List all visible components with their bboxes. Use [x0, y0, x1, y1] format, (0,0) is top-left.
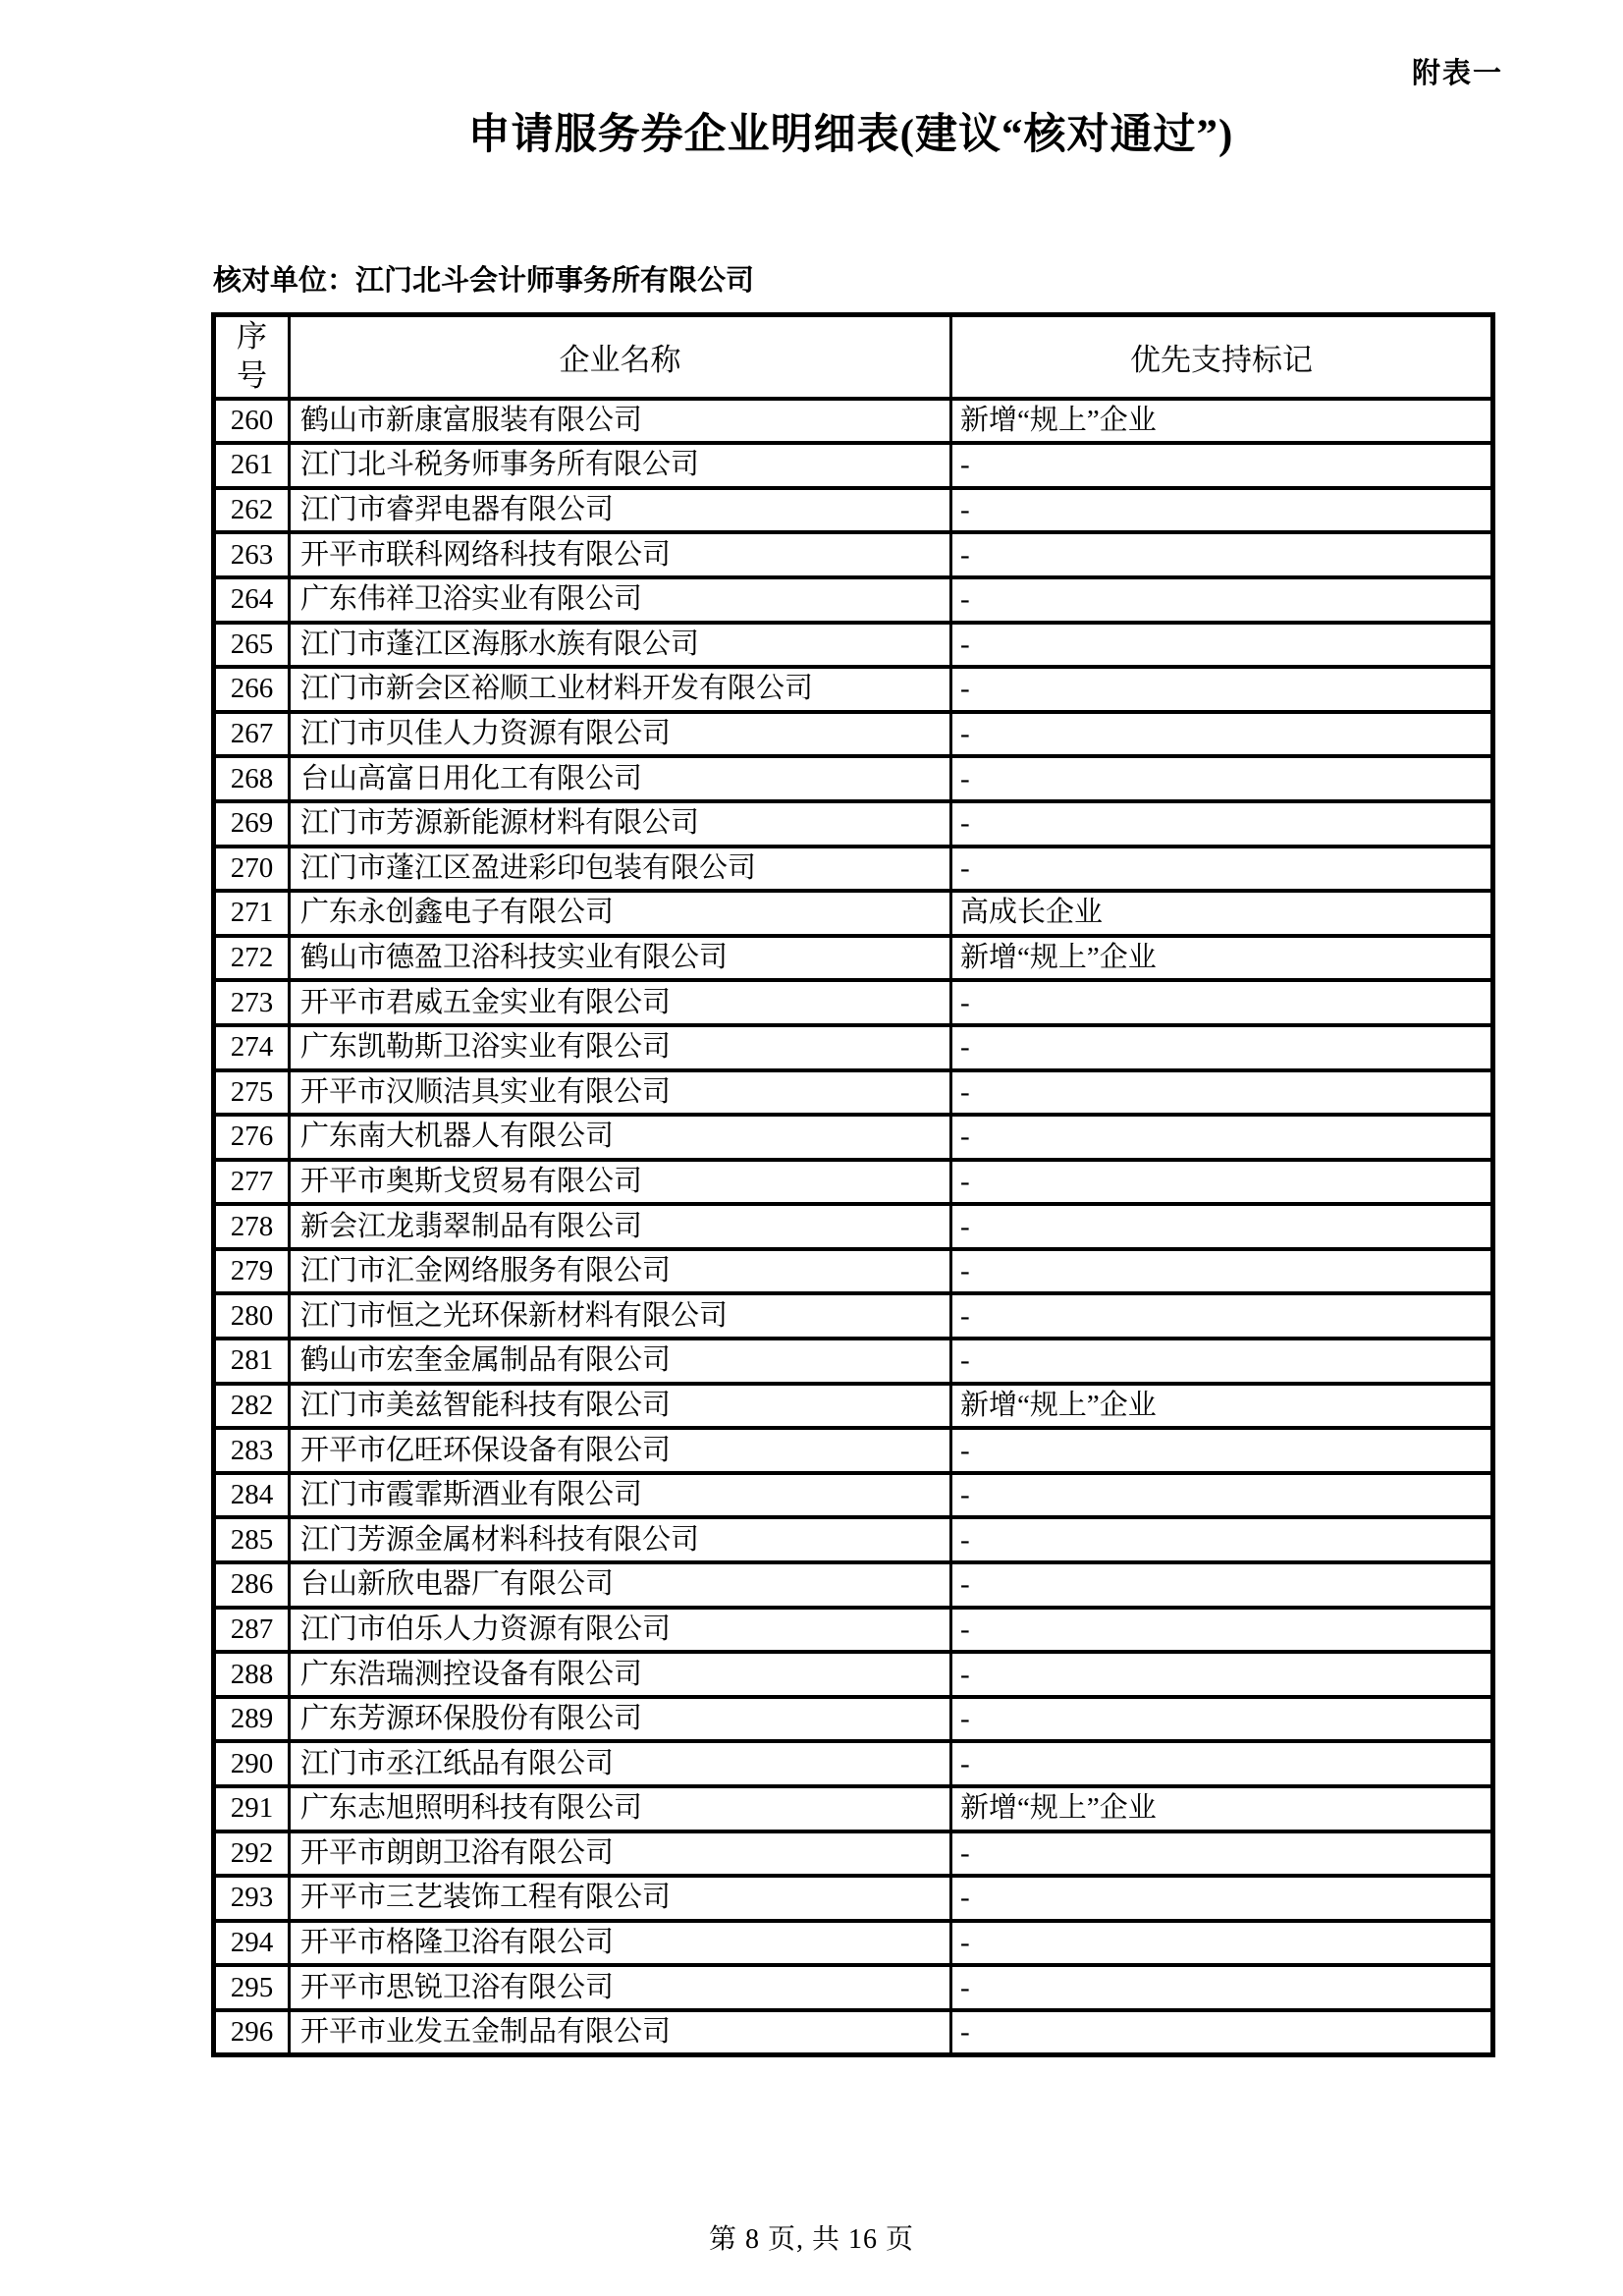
row-mark: - [951, 1517, 1493, 1562]
row-mark: - [951, 1741, 1493, 1786]
table-row [214, 1831, 1493, 1877]
row-mark: - [951, 1428, 1493, 1473]
row-company: 开平市朗朗卫浴有限公司 [290, 1831, 951, 1877]
row-company: 开平市亿旺环保设备有限公司 [290, 1428, 951, 1473]
row-index: 295 [214, 1965, 290, 2010]
row-mark: - [951, 1115, 1493, 1160]
table-row [214, 1652, 1493, 1697]
row-company: 江门市睿羿电器有限公司 [290, 488, 951, 533]
table-row [214, 936, 1493, 981]
row-company: 开平市君威五金实业有限公司 [290, 980, 951, 1025]
check-unit-line [213, 258, 754, 299]
row-index: 263 [214, 532, 290, 577]
row-mark: - [951, 1473, 1493, 1518]
row-mark: - [951, 1160, 1493, 1205]
row-mark: - [951, 1204, 1493, 1249]
row-index: 274 [214, 1025, 290, 1070]
row-company: 江门市新会区裕顺工业材料开发有限公司 [290, 667, 951, 712]
row-index: 285 [214, 1517, 290, 1562]
table-row [214, 488, 1493, 533]
table-row [214, 1293, 1493, 1339]
row-index: 276 [214, 1115, 290, 1160]
table-row [214, 1965, 1493, 2010]
row-index: 287 [214, 1608, 290, 1653]
table-row [214, 1608, 1493, 1653]
row-company: 台山高富日用化工有限公司 [290, 756, 951, 801]
row-index: 273 [214, 980, 290, 1025]
row-index: 272 [214, 936, 290, 981]
table-row [214, 801, 1493, 847]
row-mark: - [951, 667, 1493, 712]
row-index: 264 [214, 577, 290, 623]
row-company: 广东浩瑞测控设备有限公司 [290, 1652, 951, 1697]
table-row [214, 1025, 1493, 1070]
row-mark: - [951, 532, 1493, 577]
row-mark: - [951, 1921, 1493, 1966]
row-mark: - [951, 1608, 1493, 1653]
row-mark: - [951, 847, 1493, 892]
check-unit-value: 江门北斗会计师事务所有限公司 [355, 265, 755, 297]
table-row [214, 756, 1493, 801]
page-footer: 第 8 页, 共 16 页 [708, 2224, 914, 2255]
table-row [214, 1562, 1493, 1608]
row-mark: - [951, 756, 1493, 801]
row-company: 江门芳源金属材料科技有限公司 [290, 1517, 951, 1562]
header-index: 序号 [214, 315, 290, 399]
table-row [214, 712, 1493, 757]
row-index: 291 [214, 1786, 290, 1831]
row-company: 江门市霞霏斯酒业有限公司 [290, 1473, 951, 1518]
row-mark: - [951, 1965, 1493, 2010]
table-row [214, 847, 1493, 892]
row-index: 271 [214, 891, 290, 936]
row-company: 台山新欣电器厂有限公司 [290, 1562, 951, 1608]
table-body [214, 399, 1493, 2055]
table-header [214, 315, 1493, 399]
row-mark: 高成长企业 [951, 891, 1493, 936]
row-mark: - [951, 801, 1493, 847]
row-company: 开平市奥斯戈贸易有限公司 [290, 1160, 951, 1205]
row-mark: 新增“规上”企业 [951, 1384, 1493, 1429]
table-row [214, 1921, 1493, 1966]
row-mark: - [951, 1293, 1493, 1339]
row-company: 江门市恒之光环保新材料有限公司 [290, 1293, 951, 1339]
table-row [214, 1428, 1493, 1473]
row-mark: - [951, 577, 1493, 623]
row-mark: - [951, 623, 1493, 668]
row-index: 282 [214, 1384, 290, 1429]
row-index: 262 [214, 488, 290, 533]
table-row [214, 532, 1493, 577]
table-row [214, 1384, 1493, 1429]
row-company: 江门市伯乐人力资源有限公司 [290, 1608, 951, 1653]
table-row [214, 1160, 1493, 1205]
row-index: 270 [214, 847, 290, 892]
row-index: 266 [214, 667, 290, 712]
table-row [214, 1517, 1493, 1562]
row-index: 261 [214, 443, 290, 488]
header-company: 企业名称 [290, 315, 951, 399]
row-company: 江门市丞江纸品有限公司 [290, 1741, 951, 1786]
row-mark: - [951, 1339, 1493, 1384]
row-index: 296 [214, 2010, 290, 2055]
row-index: 268 [214, 756, 290, 801]
row-index: 290 [214, 1741, 290, 1786]
table-row [214, 980, 1493, 1025]
row-index: 278 [214, 1204, 290, 1249]
check-unit-label: 核对单位： [213, 265, 356, 297]
table-row [214, 1697, 1493, 1742]
appendix-label: 附表一 [1411, 58, 1503, 89]
row-index: 286 [214, 1562, 290, 1608]
row-company: 开平市业发五金制品有限公司 [290, 2010, 951, 2055]
row-index: 277 [214, 1160, 290, 1205]
row-company: 开平市三艺装饰工程有限公司 [290, 1876, 951, 1921]
row-index: 292 [214, 1831, 290, 1877]
row-index: 288 [214, 1652, 290, 1697]
row-company: 广东伟祥卫浴实业有限公司 [290, 577, 951, 623]
row-company: 江门市蓬江区盈进彩印包装有限公司 [290, 847, 951, 892]
page-title: 申请服务券企业明细表(建议“核对通过”) [467, 112, 1234, 158]
row-index: 260 [214, 399, 290, 444]
table-row [214, 623, 1493, 668]
row-company: 江门市汇金网络服务有限公司 [290, 1249, 951, 1294]
row-index: 269 [214, 801, 290, 847]
row-index: 289 [214, 1697, 290, 1742]
row-index: 283 [214, 1428, 290, 1473]
row-company: 江门市芳源新能源材料有限公司 [290, 801, 951, 847]
row-company: 鹤山市德盈卫浴科技实业有限公司 [290, 936, 951, 981]
table-row [214, 443, 1493, 488]
row-mark: 新增“规上”企业 [951, 399, 1493, 444]
row-mark: - [951, 1831, 1493, 1877]
row-index: 267 [214, 712, 290, 757]
row-company: 开平市思锐卫浴有限公司 [290, 1965, 951, 2010]
row-company: 新会江龙翡翠制品有限公司 [290, 1204, 951, 1249]
row-company: 广东永创鑫电子有限公司 [290, 891, 951, 936]
row-index: 293 [214, 1876, 290, 1921]
row-mark: 新增“规上”企业 [951, 1786, 1493, 1831]
table-row [214, 1339, 1493, 1384]
row-mark: - [951, 1697, 1493, 1742]
row-company: 广东凯勒斯卫浴实业有限公司 [290, 1025, 951, 1070]
row-mark: - [951, 1025, 1493, 1070]
row-index: 284 [214, 1473, 290, 1518]
table-row [214, 1786, 1493, 1831]
row-company: 开平市联科网络科技有限公司 [290, 532, 951, 577]
table-row [214, 667, 1493, 712]
row-mark: - [951, 1070, 1493, 1116]
table-row [214, 1204, 1493, 1249]
row-company: 鹤山市新康富服装有限公司 [290, 399, 951, 444]
row-index: 275 [214, 1070, 290, 1116]
table-row [214, 1876, 1493, 1921]
table-row [214, 1070, 1493, 1116]
row-index: 279 [214, 1249, 290, 1294]
row-mark: - [951, 1876, 1493, 1921]
row-mark: 新增“规上”企业 [951, 936, 1493, 981]
row-company: 广东南大机器人有限公司 [290, 1115, 951, 1160]
row-mark: - [951, 980, 1493, 1025]
row-index: 265 [214, 623, 290, 668]
table-row [214, 1249, 1493, 1294]
row-company: 开平市汉顺洁具实业有限公司 [290, 1070, 951, 1116]
table-row [214, 577, 1493, 623]
table-row [214, 1115, 1493, 1160]
row-company: 广东志旭照明科技有限公司 [290, 1786, 951, 1831]
table-row [214, 1473, 1493, 1518]
table-row [214, 891, 1493, 936]
row-company: 江门北斗税务师事务所有限公司 [290, 443, 951, 488]
row-mark: - [951, 1562, 1493, 1608]
row-mark: - [951, 1652, 1493, 1697]
row-mark: - [951, 2010, 1493, 2055]
table-row [214, 1741, 1493, 1786]
row-company: 江门市美兹智能科技有限公司 [290, 1384, 951, 1429]
row-company: 广东芳源环保股份有限公司 [290, 1697, 951, 1742]
row-company: 江门市贝佳人力资源有限公司 [290, 712, 951, 757]
row-mark: - [951, 1249, 1493, 1294]
table-row [214, 399, 1493, 444]
row-index: 294 [214, 1921, 290, 1966]
company-table [211, 312, 1495, 2057]
row-index: 280 [214, 1293, 290, 1339]
row-mark: - [951, 488, 1493, 533]
header-mark: 优先支持标记 [951, 315, 1493, 399]
row-company: 开平市格隆卫浴有限公司 [290, 1921, 951, 1966]
row-mark: - [951, 443, 1493, 488]
row-index: 281 [214, 1339, 290, 1384]
row-company: 鹤山市宏奎金属制品有限公司 [290, 1339, 951, 1384]
row-mark: - [951, 712, 1493, 757]
row-company: 江门市蓬江区海豚水族有限公司 [290, 623, 951, 668]
table-row [214, 2010, 1493, 2055]
